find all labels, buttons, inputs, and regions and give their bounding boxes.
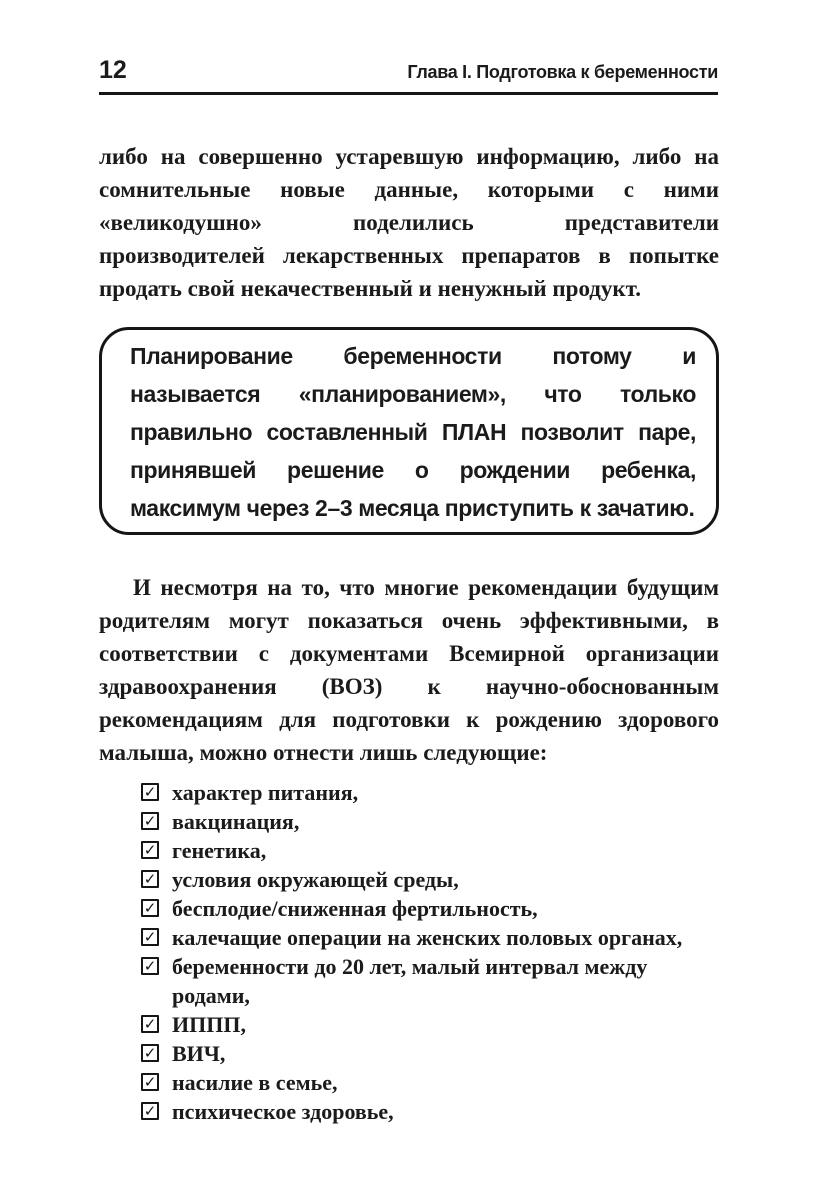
checklist-item: [141, 923, 719, 952]
page-header: [99, 58, 718, 95]
checklist-item-label: характер питания,: [172, 780, 359, 805]
checkbox-checked-icon: ✓: [141, 783, 159, 801]
checklist-item: [141, 1097, 719, 1126]
checklist-item-label: ИППП,: [172, 1012, 246, 1037]
checklist-item-label: насилие в семье,: [172, 1070, 338, 1095]
checklist-item-label: психическое здоровье,: [172, 1099, 394, 1124]
checkbox-checked-icon: ✓: [141, 1044, 159, 1062]
checkbox-checked-icon: ✓: [141, 957, 159, 975]
paragraph-who-recommendations: И несмотря на то, что многие рекомендации будущим родителям могут показаться очень эффективными, в соответствии с документами Всемирной организации здравоохранения (ВОЗ) к научно-обоснованным рекомендациям для подготовки к рождению здорового малыша, можно отнести лишь следующие:: [99, 575, 719, 765]
checkbox-checked-icon: ✓: [141, 1015, 159, 1033]
checklist-item: [141, 952, 719, 1010]
checkbox-checked-icon: ✓: [141, 1102, 159, 1120]
checkbox-checked-icon: ✓: [141, 841, 159, 859]
checklist-item: [141, 865, 719, 894]
checklist-item-label: ВИЧ,: [172, 1041, 226, 1066]
checkbox-checked-icon: ✓: [141, 1073, 159, 1091]
checklist: [99, 778, 719, 1126]
callout-box: [99, 327, 719, 535]
chapter-title: Глава I. Подготовка к беременности: [407, 62, 718, 83]
checklist-item-label: генетика,: [172, 838, 267, 863]
callout-text: Планирование беременности потому и называется «планированием», что только правильно составленный ПЛАН позволит паре, принявшей решение о рождении ребенка, максимум через 2–3 месяца приступить к зачатию.: [130, 343, 696, 521]
checklist-item-label: вакцинация,: [172, 809, 300, 834]
checkbox-checked-icon: ✓: [141, 812, 159, 830]
checkbox-checked-icon: ✓: [141, 899, 159, 917]
checklist-item-label: калечащие операции на женских половых органах,: [172, 925, 683, 950]
checklist-item: [141, 836, 719, 865]
checklist-item-label: бесплодие/сниженная фертильность,: [172, 896, 538, 921]
checkbox-checked-icon: ✓: [141, 870, 159, 888]
checklist-item-label: условия окружающей среды,: [172, 867, 459, 892]
checklist-item: [141, 1039, 719, 1068]
paragraph-intro: либо на совершенно устаревшую информацию, либо на сомнительные новые данные, которыми с ними «великодушно» поделились представители производителей лекарственных препаратов в попытке продать свой некачественный и ненужный продукт.: [99, 144, 719, 301]
page-content: [99, 103, 719, 1126]
checklist-item: [141, 778, 719, 807]
checkbox-checked-icon: ✓: [141, 928, 159, 946]
page-number: 12: [99, 56, 127, 84]
checklist-item: [141, 807, 719, 836]
checklist-item: [141, 1010, 719, 1039]
checklist-item: [141, 1068, 719, 1097]
checklist-item: [141, 894, 719, 923]
checklist-item-label: беременности до 20 лет, малый интервал между родами,: [172, 954, 648, 1008]
